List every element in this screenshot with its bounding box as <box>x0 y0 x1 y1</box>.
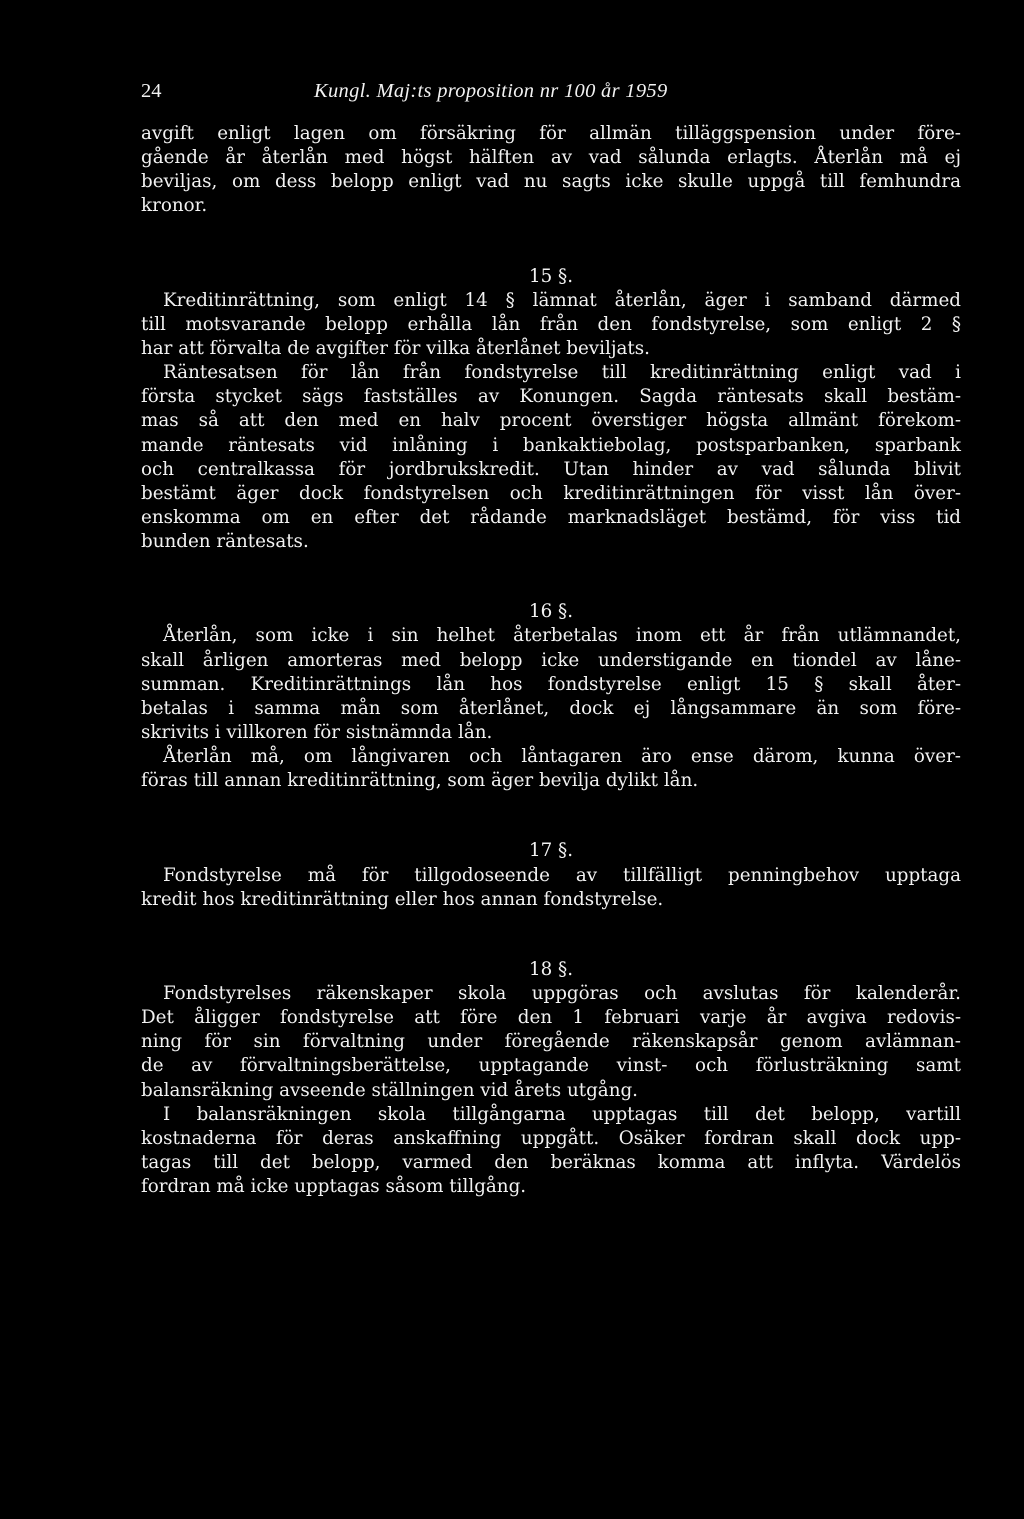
text-line: Återlån må, om långivaren och låntagaren äro ense därom, kunna över- <box>163 746 961 768</box>
text-line: bunden räntesats. <box>141 531 309 553</box>
section-15-paragraph-2 <box>141 361 961 554</box>
text-line: mas så att den med en halv procent överstiger högsta allmänt förekom- <box>141 410 961 432</box>
text-line: summan. Kreditinrättnings lån hos fondstyrelse enligt 15 § skall åter- <box>141 673 961 695</box>
section-18-paragraph-1 <box>141 982 961 1103</box>
text-line: ning för sin förvaltning under föregående räkenskapsår genom avlämnan- <box>141 1031 961 1053</box>
intro-paragraph <box>141 122 961 219</box>
text-line: Det åligger fondstyrelse att före den 1 februari varje år avgiva redovis- <box>141 1007 961 1029</box>
text-line: gående år återlån med högst hälften av vad sålunda erlagts. Återlån må ej <box>141 147 961 169</box>
text-line: kronor. <box>141 195 208 217</box>
text-line: till motsvarande belopp erhålla lån från den fondstyrelse, som enligt 2 § <box>141 313 961 335</box>
section-heading-17: 17 §. <box>528 840 574 862</box>
section-heading-15: 15 §. <box>528 265 574 287</box>
text-line: enskomma om en efter det rådande marknadsläget bestämd, för viss tid <box>141 506 961 528</box>
text-line: tagas till det belopp, varmed den beräknas komma att inflyta. Värdelös <box>141 1151 961 1173</box>
text-line: och centralkassa för jordbrukskredit. Utan hinder av vad sålunda blivit <box>141 458 961 480</box>
body-text <box>141 122 961 1199</box>
text-line: Fondstyrelses räkenskaper skola uppgöras och avslutas för kalenderår. <box>163 982 961 1004</box>
section-16-paragraph-1 <box>141 624 961 745</box>
text-line: beviljas, om dess belopp enligt vad nu sagts icke skulle uppgå till femhundra <box>141 171 961 193</box>
text-line: Återlån, som icke i sin helhet återbetalas inom ett år från utlämnandet, <box>163 625 961 647</box>
section-16-paragraph-2 <box>141 745 961 793</box>
text-line: kostnaderna för deras anskaffning uppgått. Osäker fordran skall dock upp- <box>141 1127 961 1149</box>
section-17-paragraph-1 <box>141 864 961 912</box>
text-line: har att förvalta de avgifter för vilka återlånet beviljats. <box>141 337 650 359</box>
section-15-paragraph-1 <box>141 289 961 361</box>
text-line: skrivits i villkoren för sistnämnda lån. <box>141 721 493 743</box>
section-heading-18: 18 §. <box>528 958 574 980</box>
text-line: föras till annan kreditinrättning, som äger bevilja dylikt lån. <box>141 770 699 792</box>
text-line: kredit hos kreditinrättning eller hos annan fondstyrelse. <box>141 888 664 910</box>
section-heading-16: 16 §. <box>528 601 574 623</box>
text-line: balansräkning avseende ställningen vid årets utgång. <box>141 1079 638 1101</box>
text-line: bestämt äger dock fondstyrelsen och kreditinrättningen för visst lån över- <box>141 482 961 504</box>
text-line: avgift enligt lagen om försäkring för allmän tilläggspension under före- <box>141 123 961 144</box>
text-line: Fondstyrelse må för tillgodoseende av tillfälligt penningbehov upptaga <box>163 864 961 886</box>
text-line: mande räntesats vid inlåning i bankaktiebolag, postsparbanken, sparbank <box>141 434 961 456</box>
page-header <box>141 80 961 114</box>
text-line: de av förvaltningsberättelse, upptagande vinst- och förlusträkning samt <box>141 1055 961 1077</box>
text-line: fordran må icke upptagas såsom tillgång. <box>141 1176 527 1198</box>
text-line: skall årligen amorteras med belopp icke understigande en tiondel av låne- <box>141 649 961 671</box>
section-18-paragraph-2 <box>141 1103 961 1200</box>
page-number: 24 <box>141 80 162 102</box>
text-line: I balansräkningen skola tillgångarna upptagas till det belopp, vartill <box>163 1103 961 1125</box>
text-line: första stycket sägs fastställes av Konungen. Sagda räntesats skall bestäm- <box>141 386 961 408</box>
text-line: Kreditinrättning, som enligt 14 § lämnat återlån, äger i samband därmed <box>163 289 961 311</box>
text-line: betalas i samma mån som återlånet, dock ej långsammare än som före- <box>141 697 961 719</box>
text-line: Räntesatsen för lån från fondstyrelse till kreditinrättning enligt vad i <box>163 362 961 384</box>
running-title: Kungl. Maj:ts proposition nr 100 år 1959 <box>314 80 668 102</box>
